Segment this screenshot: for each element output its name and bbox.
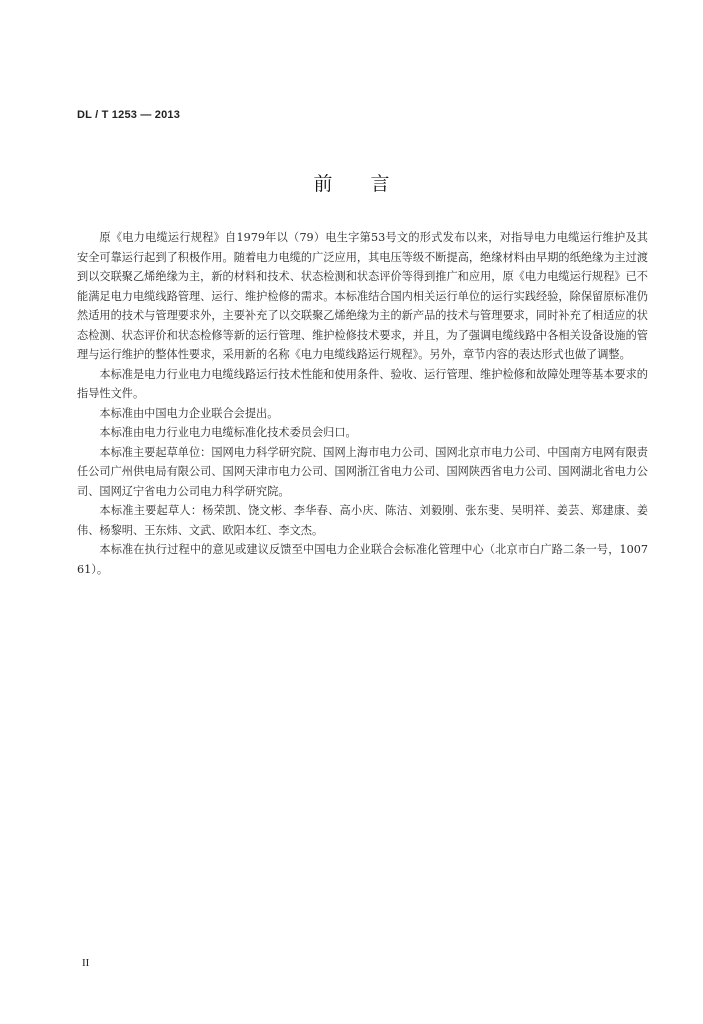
preface-body (77, 228, 648, 579)
page-number: II (82, 957, 90, 969)
standard-code: DL / T 1253 — 2013 (77, 109, 181, 121)
preface-paragraph-drafters: 本标准主要起草人：杨荣凯、饶文彬、李华春、高小庆、陈洁、刘毅刚、张东斐、吴明祥、姜芸、郑建康、姜伟、杨黎明、王东炜、文武、欧阳本红、李文杰。 (77, 504, 648, 537)
preface-paragraph-background: 原《电力电缆运行规程》自1979年以（79）电生字第53号文的形式发布以来，对指导电力电缆运行维护及其安全可靠运行起到了积极作用。随着电力电缆的广泛应用，其电压等级不断提高，绝缘材料由早期的纸绝缘为主过渡到以交联聚乙烯绝缘为主，新的材料和技术、状态检测和状态评价等得到推广和应用，原《电力电缆运行规程》已不能满足电力电缆线路管理、运行、维护检修的需求。本标准结合国内相关运行单位的运行实践经验，除保留原标准仍然适用的技术与管理要求外，主要补充了以交联聚乙烯绝缘为主的新产品的技术与管理要求，同时补充了相适应的状态检测、状态评价和状态检修等新的运行管理、维护检修技术要求，并且，为了强调电缆线路中各相关设备设施的管理与运行维护的整体性要求，采用新的名称《电力电缆线路运行规程》。另外，章节内容的表达形式也做了调整。 (77, 231, 648, 361)
page-title: 前言 (313, 173, 428, 195)
preface-paragraph-drafting-units: 本标准主要起草单位：国网电力科学研究院、国网上海市电力公司、国网北京市电力公司、中国南方电网有限责任公司广州供电局有限公司、国网天津市电力公司、国网浙江省电力公司、国网陕西省电力公司、国网湖北省电力公司、国网辽宁省电力公司电力科学研究院。 (77, 445, 648, 498)
preface-paragraph-feedback: 本标准在执行过程中的意见或建议反馈至中国电力企业联合会标准化管理中心（北京市白广路二条一号，100761）。 (77, 543, 648, 576)
preface-paragraph-proposer: 本标准由中国电力企业联合会提出。 (99, 406, 279, 420)
preface-paragraph-scope: 本标准是电力行业电力电缆线路运行技术性能和使用条件、验收、运行管理、维护检修和故障处理等基本要求的指导性文件。 (77, 367, 648, 400)
preface-paragraph-centralized: 本标准由电力行业电力电缆标准化技术委员会归口。 (99, 426, 357, 439)
